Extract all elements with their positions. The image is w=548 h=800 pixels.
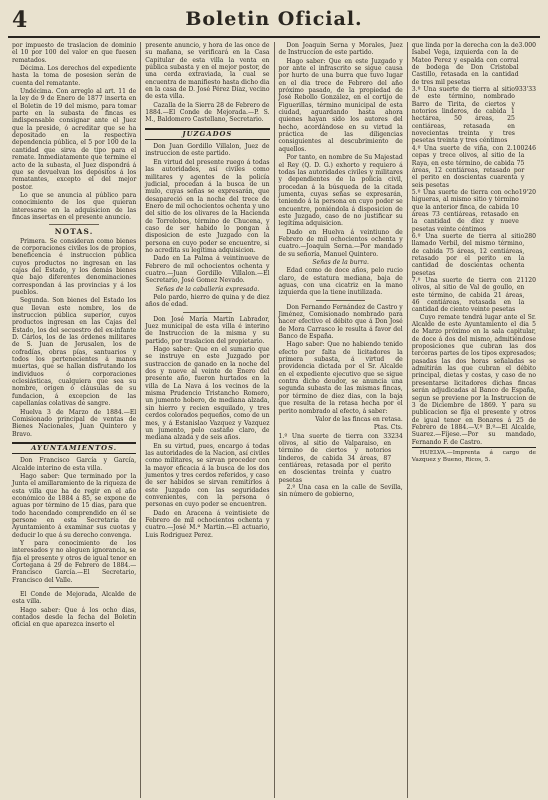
paragraph: Cuyo remate tendrá lugar ante el Sr. Alcalde de este Ayuntamiento el dia 5 de Marzo próximo en la sala capitular, de doce á dos del mismo, admitiéndose proposiciones que cubran las dos terceras partes de los tipos expresados; pasadas las dos horas señaladas se admitirán las que cubran el débito principal, dietas y costas, y caso de no presentarse licitadores dichas fincas serán adjudicadas al Banco de España, segun se previene por la Instruccion de 3 de Diciembre de 1869. Y para su publicacion se fija el presente y otros de igual tenor en Bonares á 25 de Febrero de 1884.—V.º B.º—El Alcalde, Suarez.—Fíjese.—Por su mandado, Fernando F. de Castro. — [411, 313, 536, 446]
divider — [49, 224, 99, 225]
section-heading-notas: NOTAS. — [54, 227, 94, 237]
newspaper-title: Boletin Oficial. — [185, 8, 363, 30]
section-heading-ayuntamientos: AYUNTAMIENTOS. — [12, 442, 136, 454]
printer-imprint: HUELVA.—Imprenta á cargo de Vazquez y Bueno, Ricos, 5. — [412, 447, 536, 465]
page-number: 4 — [12, 7, 28, 33]
lot-amount: 3.000 — [518, 42, 536, 49]
subheading: Señas de la caballería expresada. — [155, 285, 260, 293]
paragraph: Lo que se anuncia al público para conocimiento de los que quieran interesarse en la adquisicion de las fincas insertas en el presente anuncio. — [12, 191, 137, 221]
paragraph: Por tanto, en nombre de Su Majestad el Rey (Q. D. G.) exhorto y requiero á todas las autoridades civiles y militares y dependientes de la policía civil, procedan á la búsqueda de la citada jumenta, cuyas señas se expresarán, teniendo á la persona en cuyo poder se encuentre, poniéndola á disposicion de este Juzgado, caso de no justificar su legítima adquisicion. — [278, 154, 403, 228]
lot-amount: 280 — [524, 232, 536, 240]
lot-row — [412, 189, 536, 233]
paragraph: Décima. Los derechos del expediente hasta la toma de posesion serán de cuenta del rematante. — [12, 65, 137, 87]
paragraph: En su virtud, pues, encargo á todas las autoridades de la Nacion, así civiles como militares, se sirvan proceder con la mayor eficacia á la busca de los dos jumentos y tres cerdos referidos, y caso de ser habidos se sirvan remitirlos á este Juzgado con las seguridades convenientes, con la persona ó personas en cuyo poder se encuentren. — [145, 442, 270, 509]
paragraph: Hago saber: Que en el sumario que se instruye en este Juzgado por sustraccion de ganado en la noche del dos y nueve al veinte de Enero del presente año, fueron hurtados en la villa de La Nava á los vecinos de la misma Prudencio Tristancho Romero, un jumento hobero, de mediana alzada, sin hierro y recien esquilado, y tres cerdos colorados pequeños, como de un mes, y á Estanislao Vazquez y Vazquez un jumento, pelo castaño claro, de mediana alzada y de seis años. — [145, 346, 270, 442]
paragraph: Edad como de doce años, pelo rucio claro, de estatura mediana, baja de aguas, con una cicatriz en la mano izquierda que la tiene inutilizada. — [278, 267, 403, 297]
paragraph: Don José María Martin Labrador, Juez municipal de esta villa é interino de Instruccion de la misma y su partido, por traslacion del propietario. — [145, 315, 270, 345]
lot-amount: 933'33 — [514, 86, 536, 94]
paragraph: Undécima. Con arreglo al art. 11 de la ley de 9 de Enero de 1877 inserta en el Boletin de 19 del mismo, para tomar parte en la subasta de fincas es indispensable consignar ante el Juez que la preside, ó acreditar que se ha depositado en la respectiva dependencia pública, el 5 por 100 de la cantidad que sirva de tipo para el remate. Inmediatamente que termine el acto de la subasta, el Juez dispondrá á que se devuelvan los depósitos á los rematantes, excepto el del mejor postor. — [12, 88, 137, 191]
paragraph: Y para conocimiento de los interesados y no aleguen ignorancia, se fija el presente y otros de igual tenor en Cortegana á 29 de Febrero de 1884.—Francisco García.—El Secretario, Francisco del Valle. — [12, 540, 137, 584]
paragraph: Hago saber: Que á los ocho dias, contados desde la fecha del Boletin oficial en que aparezca inserto el — [12, 606, 137, 629]
column-1 — [8, 42, 140, 798]
divider — [183, 312, 233, 313]
paragraph: Don Joaquin Serna y Morales, Juez de Instruccion de este partido. — [278, 42, 403, 57]
column-header-value: Valor de las fincas en retasa. — [315, 415, 403, 423]
lot-description: 4.º Una suerte de viña, con 2.100 cepas y trece olivos, al sitio de la Raya, en este término, de cabida 75 áreas, 12 centiáreas, retasado por el perito en doscientas cuarenta y seis pesetas — [411, 144, 525, 189]
lot-description: 6.º Una suerte de tierra al sitio llamado Verbil, del mismo término, de cabida 75 áreas, 12 centiáreas, retasado por el perito en la cantidad de doscientas ochenta pesetas — [411, 232, 525, 277]
lot-row — [412, 233, 536, 277]
lot-row — [412, 86, 536, 145]
paragraph: Cazalla de la Sierra 28 de Febrero de 1884.—El Conde de Mejorada.—P. S. M., Baldomero Castellano, Secretario. — [145, 101, 270, 124]
divider — [49, 587, 99, 588]
paragraph: Dado en La Palma á veintinueve de Febrero de mil ochocientos ochenta y cuatro.—Juan Gordillo Villalon.—El Secretario, José Gomez Nevado. — [145, 255, 270, 285]
lot-description: 1.º Una suerte de tierra con 33 olivos, al sitio de Valparaiso, en término de ciertos y notorios linderos, de cabida 34 áreas, 87 centiáreas, retasada por el perito en doscientas treinta y cuatro pesetas — [278, 432, 392, 484]
column-4 — [407, 42, 540, 798]
lot-amount: 19'20 — [518, 188, 536, 196]
lot-description: 5.º Una suerte de tierra con ocho higueras, al mismo sitio y término que la anterior finca, de cabida 10 áreas 73 centiáreas, retasado en la cantidad de diez y nueve pesetas veinte céntimos — [411, 188, 519, 233]
column-header-units: Ptas. Cts. — [373, 424, 403, 432]
paragraph: 2.º Una casa en la calle de Sevilla, sin número de gobierno, — [278, 483, 403, 499]
paragraph: Don Francisco García y García, Alcalde interino de esta villa. — [12, 457, 137, 472]
columns — [8, 42, 540, 798]
lot-row — [279, 433, 403, 484]
lot-amount: 120 — [524, 277, 536, 284]
paragraph: Primera. Se consideran como bienes de corporaciones civiles los de propios, beneficencia é instruccion pública cuyos productos no ingresan en las cajas del Estado, y los demás bienes que bajo diferentes denominaciones correspondan á las provincias y á los pueblos. — [12, 237, 137, 296]
section-heading-juzgados: JUZGADOS — [145, 128, 269, 140]
lot-row — [412, 42, 536, 86]
lot-row — [412, 277, 536, 314]
paragraph: Don Juan Gordillo Villalon, Juez de instruccion de este partido. — [145, 143, 270, 158]
column-3 — [274, 42, 407, 798]
paragraph: Hago saber: Que terminado por la Junta el amillaramiento de la riqueza de esta villa que ha de regir en el año económico de 1884 á 85, se expone de aguas por término de 15 dias, para que todo hacendado comprendido en él se persone en esta Secretaría de Ayuntamiento á examinar sus cuotas y deducir lo que á su derecho convenga. — [12, 472, 137, 539]
paragraph: Dado en Huelva á veintiuno de Febrero de mil ochocientos ochenta y cuatro.—Joaquin Serna.—Por mandado de su señoría, Manuel Quintero. — [278, 228, 403, 258]
lot-description: 7.º Una suerte de tierra con 21 olivos, al sitio de Val de goullo, en este término, de cabida 21 áreas, 46 centiáreas, retasada en la cantidad de ciento veinte pesetas — [411, 277, 525, 314]
masthead — [8, 6, 540, 38]
lot-row — [412, 145, 536, 189]
subheading: Señas de la burra. — [312, 258, 369, 266]
divider — [316, 300, 366, 301]
paragraph: Huelva 3 de Marzo de 1884.—El Comisionado principal de ventas de Bienes Nacionales, Juan Quintero y Bravo. — [12, 408, 137, 438]
column-2 — [140, 42, 273, 798]
paragraph: Don Fernando Fernández de Castro y Jiménez, Comisionado nombrado para hacer efectivo el débito que á Don José de Mora Carrasco le resulta á favor del Banco de España. — [278, 303, 403, 341]
paragraph: El Conde de Mejorada, Alcalde de esta villa. — [12, 591, 137, 606]
paragraph: Hago saber: Que no habiendo tenido efecto por falta de licitadores la primera subasta, á virtud de providencia dictada por el Sr. Alcalde en el expediente ejecutivo que se sigue contra dicho deudor, se anuncia una segunda subasta de las mismas fincas, por término de diez dias, con la baja que resulta de la retasa hecha por el perito nombrado al efecto, á saber: — [278, 341, 403, 415]
paragraph: En virtud del presente ruego á todas las autoridades, así civiles como militares y agentes de la policía judicial, procedan á la busca de un mulo, cuyas señas se expresarán, que desapareció en la noche del trece de Enero de mil ochocientos ochenta y uno del sitio de los olivares de la Hacienda de Torrelobos, término de Chucena, y caso de ser habido lo pongan á disposicion de este Juzgado con la persona en cuyo poder se encuentre, si no acredita su legítima adquisicion. — [145, 158, 270, 254]
paragraph: Dado en Aracena á veintisiete de Febrero de mil ochocientos ochenta y cuatro.—José M.ª Martin.—El actuario, Luis Rodriguez Perez. — [145, 509, 270, 539]
paragraph: Hago saber: Que en este Juzgado y por ante el infrascrito se sigue causa por hurto de una burra que tuvo lugar en el dia trece de Febrero del año próximo pasado, de la propiedad de José Rebollo González, en el cortijo de Figuerillas, término municipal de esta ciudad, aguardando hasta ahora quienes hayan sido los autores del hecho, acordándose en su virtud la práctica de las diligencias consiguientes al descubrimiento de aquellos. — [278, 57, 403, 153]
lot-amount: 234 — [391, 432, 403, 440]
paragraph: Pelo pardo, hierro de quina y de diez años de edad. — [145, 294, 270, 309]
paragraph: Segunda. Son bienes del Estado los que llevan este nombre, los de instruccion pública superior, cuyos productos ingresan en las Cajas del Estado, los del secuestro del ex-infante D. Cárlos, los de las órdenes militares de S. Juan de Jerusalen, los de cofradías, obras pías, santuarios y todos los pertenecientes á manos muertas, que se hallan disfrutando los individuos ó corporaciones eclesiásticas, cualquiera que sea su nombre, origen ó cláusulas de su fundacion, á excepcion de las capellanías colativas de sangre. — [12, 297, 137, 408]
lot-description: 3.º Una suerte de tierra al sitio de este término, nombrado Barro de Tirita, de ciertos y notorios linderos, de cabida 1 hectárea, 50 áreas, 25 centiáreas, retasada en novecientas treinta y tres pesetas treinta y tres céntimos — [411, 86, 515, 145]
lot-description: que linda por la derecha con la de Isabel Vega, izquierda con la de Mateo Perez y espalda con corral de bodega de Don Cristobal Castillo, retasada en la cantidad de tres mil pesetas — [411, 42, 519, 86]
paragraph: presente anuncio, y hora de las once de su mañana, se verificará en la Casa Capitular de esta villa la venta en pública subasta y en el mejor postor, de una cerda extraviada, la cual se encuentra de manifiesto hasta dicho dia en la casa de D. José Pérez Díaz, vecino de esta villa. — [145, 42, 270, 101]
lot-amount: 246 — [524, 144, 536, 152]
paragraph: por impuesto de traslacion de dominio el 10 por 100 del valor en que fuesen rematados. — [12, 42, 137, 64]
